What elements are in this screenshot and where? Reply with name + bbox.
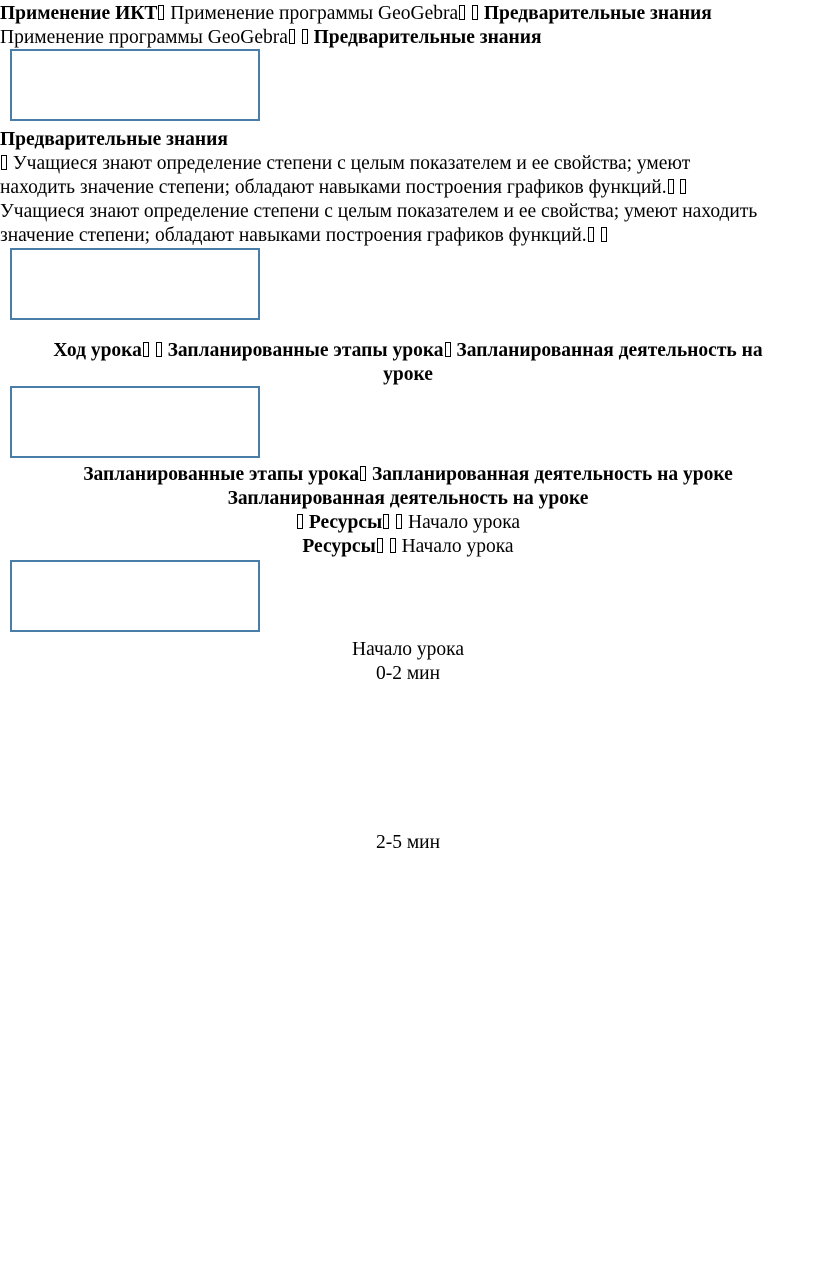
resources-label: Ресурсы [308,512,383,533]
missing-glyph-icon [445,342,451,357]
header-prior-knowledge-label-2: Предварительные знания [313,27,542,48]
missing-glyph-icon [289,29,295,44]
time-2-5: 2-5 мин [375,832,441,853]
header-prior-knowledge-label: Предварительные знания [483,3,712,24]
stages-label: Запланированные этапы урока [83,464,360,485]
resources-line-1 [0,511,816,535]
prior-knowledge-text-1: Учащиеся знают определение степени с целым показателем и ее свойства; умеют [8,153,691,174]
stages-line [0,463,816,487]
missing-glyph-icon [390,538,396,553]
missing-glyph-icon [459,5,465,20]
header-line-1 [0,2,712,26]
lesson-start-label: Начало урока [351,639,465,660]
resources-line-2 [0,535,816,559]
prior-knowledge-text-2: находить значение степени; обладают навыками построения графиков функций. [0,177,667,198]
prior-knowledge-line-2 [0,176,687,200]
missing-glyph-icon [1,155,7,170]
missing-glyph-icon [302,29,308,44]
placeholder-box-4 [10,560,260,632]
placeholder-box-2 [10,248,260,320]
header-line-2 [0,26,542,50]
resources-label-2: Ресурсы [302,536,376,557]
header-geogebra-text-2: Применение программы GeoGebra [0,27,288,48]
prior-knowledge-line-4 [0,224,608,248]
missing-glyph-icon [680,179,686,194]
lesson-start-text-2: Начало урока [401,536,514,557]
lesson-heading-activity: Запланированная деятельность на [456,340,763,361]
time-0-2: 0-2 мин [375,663,441,684]
missing-glyph-icon [601,227,607,242]
missing-glyph-icon [297,514,303,529]
lesson-heading-course: Ход урока [53,340,142,361]
header-geogebra-text: Применение программы GeoGebra [165,3,459,24]
prior-knowledge-line-1 [0,152,690,176]
missing-glyph-icon [668,179,674,194]
missing-glyph-icon [377,538,383,553]
missing-glyph-icon [383,514,389,529]
lesson-heading-line-2: уроке [383,364,433,385]
missing-glyph-icon [396,514,402,529]
placeholder-box-3 [10,386,260,458]
activity-line: Запланированная деятельность на уроке [227,488,589,509]
prior-knowledge-text-4: значение степени; обладают навыками построения графиков функций. [0,225,587,246]
missing-glyph-icon [158,5,164,20]
lesson-heading-stages: Запланированные этапы урока [167,340,444,361]
lesson-start-text: Начало урока [408,512,521,533]
missing-glyph-icon [143,342,149,357]
prior-knowledge-title: Предварительные знания [0,129,228,150]
prior-knowledge-line-3: Учащиеся знают определение степени с целым показателем и ее свойства; умеют находить [0,201,758,222]
missing-glyph-icon [472,5,478,20]
lesson-heading-line-1 [0,339,816,363]
missing-glyph-icon [588,227,594,242]
stages-activity-label: Запланированная деятельность на уроке [371,464,733,485]
header-ict-label: Применение ИКТ [0,3,158,24]
missing-glyph-icon [360,466,366,481]
placeholder-box-1 [10,49,260,121]
missing-glyph-icon [156,342,162,357]
